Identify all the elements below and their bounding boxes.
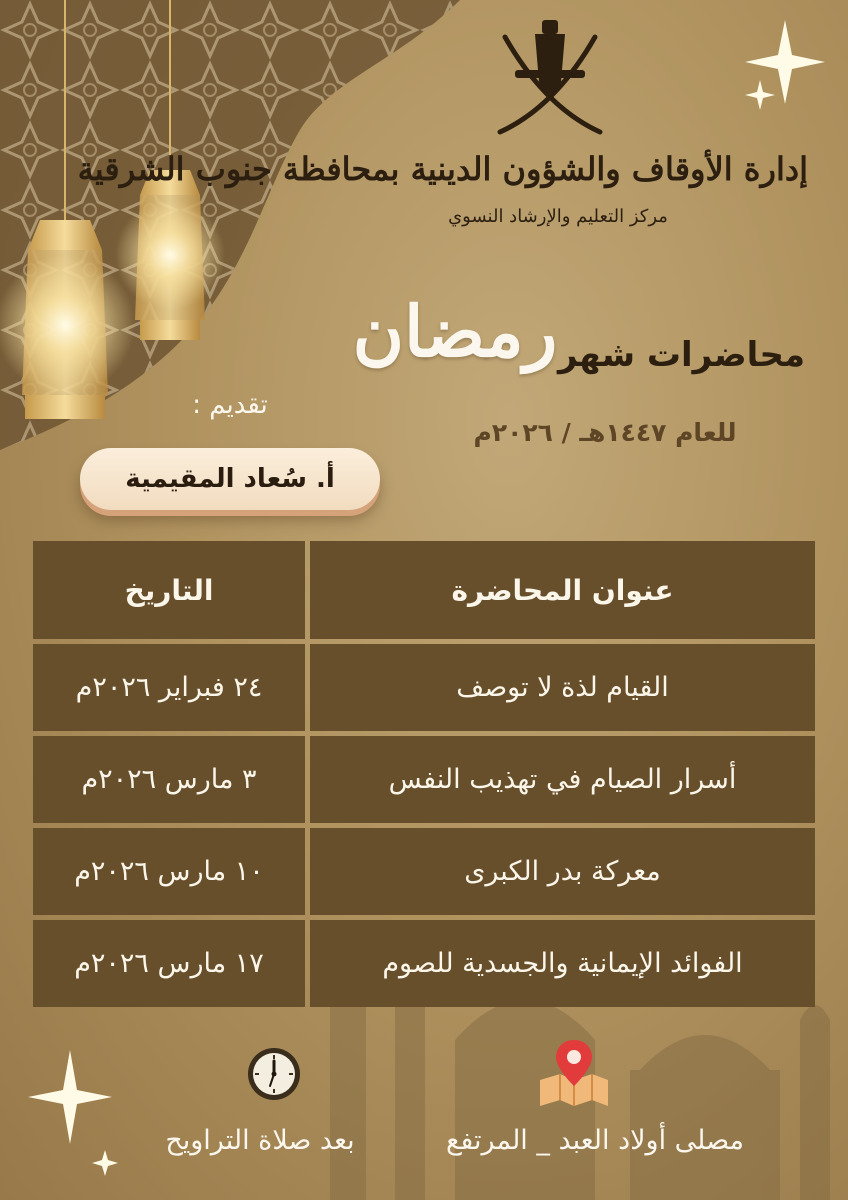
lectures-heading: محاضرات شهر	[557, 335, 805, 375]
department-title: إدارة الأوقاف والشؤون الدينية بمحافظة جنوب الشرقية	[77, 150, 808, 188]
emblem-icon	[485, 12, 615, 142]
lecture-date: ١٠ مارس ٢٠٢٦م	[33, 828, 305, 915]
center-title: مركز التعليم والإرشاد النسوي	[448, 206, 668, 227]
time-text: بعد صلاة التراويح	[165, 1125, 355, 1156]
lecture-date: ١٧ مارس ٢٠٢٦م	[33, 920, 305, 1007]
lecture-title: أسرار الصيام في تهذيب النفس	[310, 736, 815, 823]
table-row	[33, 828, 815, 915]
schedule-table	[33, 541, 815, 1012]
header-title: عنوان المحاضرة	[310, 541, 815, 639]
presenter-name: أ. سُعاد المقيمية	[125, 464, 335, 494]
presenter-badge	[80, 448, 380, 510]
map-pin-icon	[536, 1036, 612, 1110]
place-text: مصلى أولاد العبد _ المرتفع	[446, 1125, 744, 1156]
ramadan-calligraphy: رمضان	[352, 290, 558, 373]
table-row	[33, 736, 815, 823]
clock-icon	[246, 1046, 302, 1102]
year-line: للعام ١٤٤٧هـ / ٢٠٢٦م	[473, 418, 737, 447]
header-date: التاريخ	[33, 541, 305, 639]
table-header-row	[33, 541, 815, 639]
lecture-title: معركة بدر الكبرى	[310, 828, 815, 915]
lecture-date: ٣ مارس ٢٠٢٦م	[33, 736, 305, 823]
table-row	[33, 920, 815, 1007]
lecture-title: الفوائد الإيمانية والجسدية للصوم	[310, 920, 815, 1007]
presenter-label: تقديم :	[192, 390, 268, 420]
table-row	[33, 644, 815, 731]
lecture-date: ٢٤ فبراير ٢٠٢٦م	[33, 644, 305, 731]
lecture-title: القيام لذة لا توصف	[310, 644, 815, 731]
